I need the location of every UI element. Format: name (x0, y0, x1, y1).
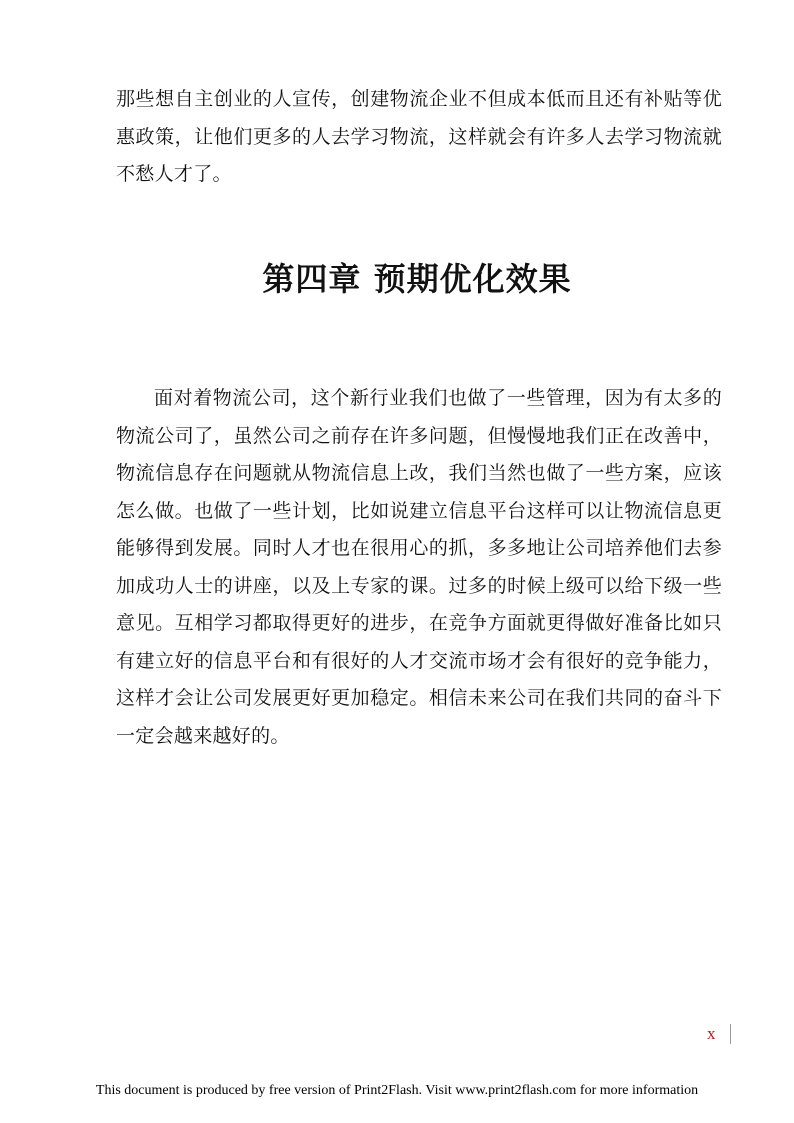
chapter-heading: 第四章 预期优化效果 (262, 260, 572, 298)
body-paragraph-2: 面对着物流公司，这个新行业我们也做了一些管理，因为有太多的物流公司了，虽然公司之前存在许多问题，但慢慢地我们正在改善中，物流信息存在问题就从物流信息上改，我们当然也做了一些方案，应该怎么做。也做了一些计划，比如说建立信息平台这样可以让物流信息更能够得到发展。同时人才也在很用心的抓，多多地让公司培养他们去参加成功人士的讲座，以及上专家的课。过多的时候上级可以给下级一些意见。互相学习都取得更好的进步，在竞争方面就更得做好准备比如只有建立好的信息平台和有很好的人才交流市场才会有很好的竞争能力，这样才会让公司发展更好更加稳定。相信未来公司在我们共同的奋斗下一定会越来越好的。 (116, 387, 722, 747)
page-number-marker: x (707, 1024, 716, 1043)
page-marker-divider (730, 1024, 731, 1044)
print2flash-footer-notice: This document is produced by free version of Print2Flash. Visit www.print2flash.com for more information (95, 1083, 699, 1098)
body-paragraph-1: 那些想自主创业的人宣传，创建物流企业不但成本低而且还有补贴等优惠政策，让他们更多的人去学习物流，这样就会有许多人去学习物流就不愁人才了。 (116, 88, 722, 185)
